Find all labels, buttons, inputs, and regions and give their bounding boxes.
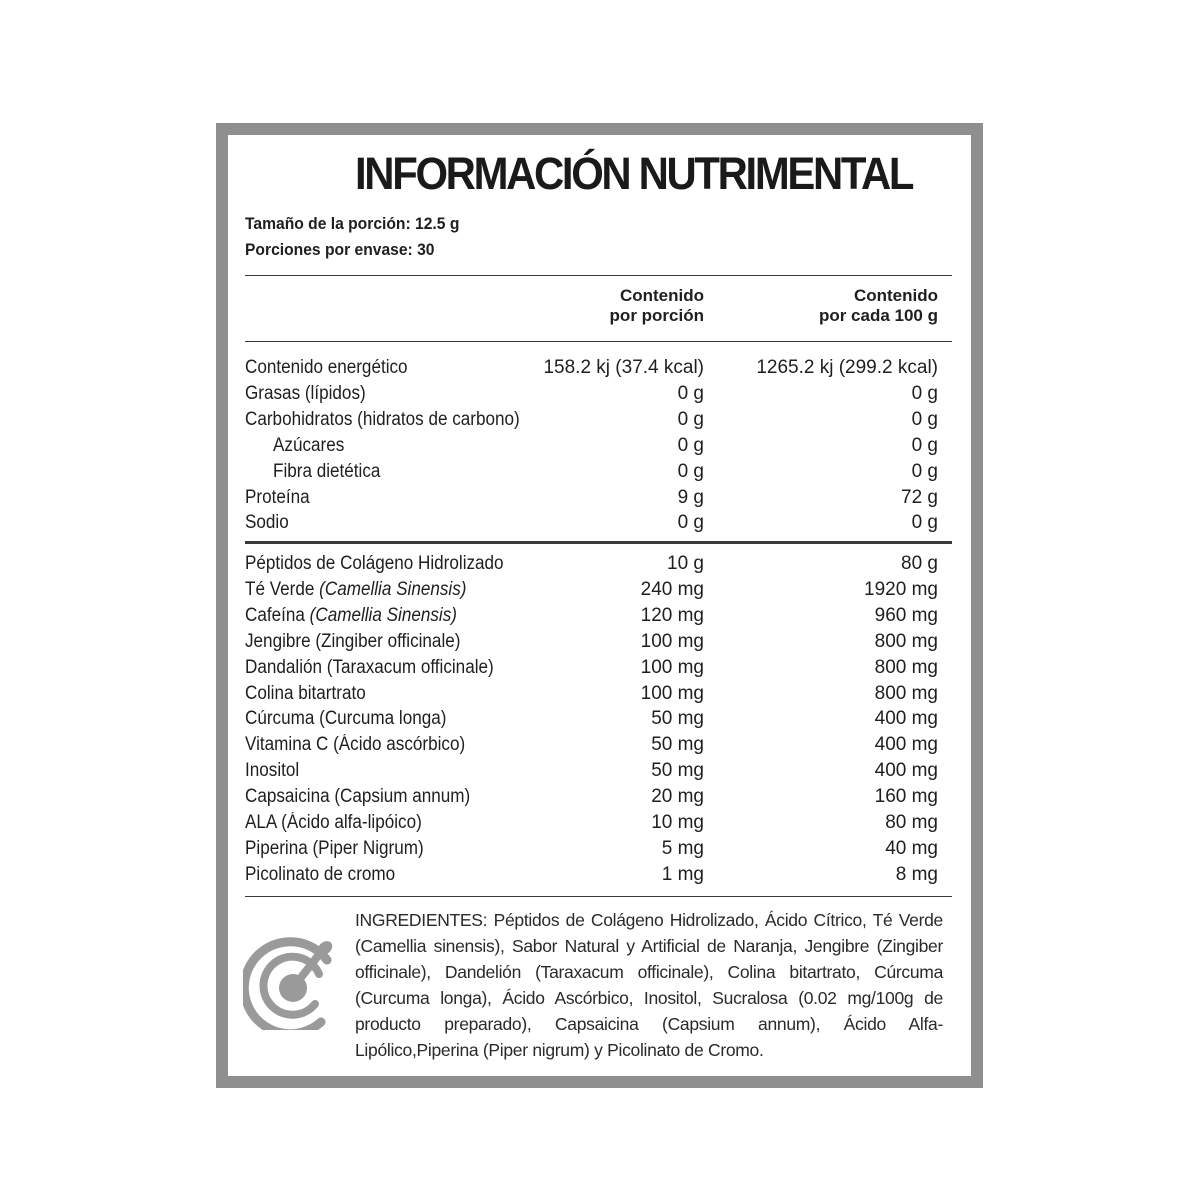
row-label-text: Piperina (Piper Nigrum)	[245, 837, 424, 859]
value-per-serving: 0 g	[677, 460, 704, 482]
row-label-text: Contenido energético	[245, 357, 408, 378]
table-row	[245, 459, 952, 485]
row-label-text: Té Verde	[245, 578, 320, 600]
value-per-100g: 0 g	[911, 382, 938, 404]
value-per-100g: 160 mg	[874, 786, 938, 808]
value-per-100g: 800 mg	[874, 656, 938, 678]
row-label-botanical: (Camellia Sinensis)	[309, 604, 457, 626]
column-header-line: Contenido	[853, 286, 938, 305]
value-per-serving: 100 mg	[640, 682, 704, 704]
row-label-text: Inositol	[245, 760, 300, 782]
row-label	[245, 706, 446, 732]
value-per-100g: 0 g	[911, 460, 938, 482]
table-row	[245, 577, 952, 603]
row-label-text: Carbohidratos (hidratos de carbono)	[245, 408, 520, 430]
row-label	[245, 510, 289, 536]
row-label-text: Cafeína	[245, 604, 310, 626]
table-row	[245, 381, 952, 407]
value-per-serving: 240 mg	[640, 578, 704, 600]
value-per-serving: 0 g	[677, 434, 704, 456]
row-label	[273, 433, 344, 459]
table-row	[245, 862, 952, 888]
row-label	[245, 629, 460, 655]
table-row	[245, 551, 952, 577]
row-label-text: Vitamina C (Ácido ascórbico)	[245, 734, 466, 756]
value-per-100g: 8 mg	[895, 863, 938, 885]
column-header-line: por cada 100 g	[818, 306, 938, 325]
row-label-text: Azúcares	[273, 434, 345, 456]
value-per-100g: 400 mg	[874, 708, 938, 730]
value-per-serving: 10 mg	[651, 812, 704, 833]
row-label	[245, 603, 457, 629]
header-divider	[245, 275, 952, 276]
column-header-divider	[245, 341, 952, 342]
value-per-100g: 1920 mg	[864, 578, 938, 600]
table-row	[245, 603, 952, 629]
table-row	[245, 355, 952, 381]
row-label	[273, 459, 380, 485]
row-label	[245, 407, 520, 433]
row-label	[245, 732, 465, 758]
row-label	[245, 862, 395, 888]
value-per-serving: 10 g	[667, 553, 704, 574]
row-label-text: Grasas (lípidos)	[245, 382, 366, 404]
row-label	[245, 551, 504, 577]
row-label	[245, 485, 310, 511]
row-label	[245, 681, 366, 707]
value-per-100g: 0 g	[911, 434, 938, 456]
value-per-100g: 960 mg	[874, 604, 938, 626]
column-header-line: Contenido	[619, 286, 704, 305]
value-per-100g: 800 mg	[874, 630, 938, 652]
column-header-per-serving	[610, 286, 704, 326]
row-label-text: Colina bitartrato	[245, 682, 366, 704]
table-row	[245, 706, 952, 732]
value-per-serving: 50 mg	[651, 760, 704, 782]
row-label	[245, 655, 494, 681]
value-per-100g: 0 g	[911, 512, 938, 534]
table-row	[245, 407, 952, 433]
row-label	[245, 758, 299, 784]
value-per-serving: 0 g	[677, 408, 704, 430]
value-per-100g: 72 g	[901, 486, 938, 508]
row-label-text: Jengibre (Zingiber officinale)	[245, 630, 461, 652]
value-per-100g: 40 mg	[885, 837, 938, 859]
table-row	[245, 758, 952, 784]
value-per-100g: 800 mg	[874, 682, 938, 704]
row-label	[245, 355, 408, 381]
value-per-serving: 5 mg	[661, 837, 704, 859]
label-title: INFORMACIÓN NUTRIMENTAL	[355, 148, 913, 199]
value-per-100g: 400 mg	[874, 760, 938, 782]
table-row	[245, 510, 952, 536]
row-label	[245, 577, 466, 603]
table-row	[245, 810, 952, 836]
row-label-text: ALA (Ácido alfa-lipóico)	[245, 812, 422, 833]
row-label-text: Cúrcuma (Curcuma longa)	[245, 708, 447, 730]
servings-per-container: Porciones por envase: 30	[245, 240, 435, 259]
row-label-text: Dandalión (Taraxacum officinale)	[245, 656, 494, 678]
table-row	[245, 433, 952, 459]
value-per-serving: 20 mg	[651, 786, 704, 808]
value-per-serving: 0 g	[677, 382, 704, 404]
value-per-serving: 120 mg	[640, 604, 704, 626]
value-per-serving: 100 mg	[640, 630, 704, 652]
value-per-100g: 400 mg	[874, 734, 938, 756]
row-label-text: Sodio	[245, 512, 289, 534]
ingredients-text: INGREDIENTES: Péptidos de Colágeno Hidrolizado, Ácido Cítrico, Té Verde (Camellia sinensis), Sabor Natural y Artificial de Naranja, Jengibre (Zingiber officinale), Dandelión (Taraxacum officinale), Colina bitartrato, Cúrcuma (Curcuma longa), Ácido Ascórbico, Inositol, Sucralosa (0.02 mg/100g de producto preparado), Capsaicina (Capsium annum), Ácido Alfa-Lipólico,Piperina (Piper nigrum) y Picolinato de Cromo.	[355, 910, 943, 1060]
table-row	[245, 732, 952, 758]
row-label-text: Péptidos de Colágeno Hidrolizado	[245, 553, 504, 574]
value-per-serving: 158.2 kj (37.4 kcal)	[543, 357, 704, 378]
value-per-serving: 9 g	[677, 486, 704, 508]
scoop-target-icon	[243, 930, 343, 1030]
column-header-line: por porción	[609, 306, 704, 325]
value-per-serving: 50 mg	[651, 734, 704, 756]
table-row	[245, 784, 952, 810]
value-per-100g: 80 g	[901, 553, 938, 574]
value-per-serving: 1 mg	[661, 863, 704, 885]
row-label-text: Picolinato de cromo	[245, 863, 396, 885]
table-row	[245, 836, 952, 862]
table-row	[245, 655, 952, 681]
row-label-text: Capsaicina (Capsium annum)	[245, 786, 471, 808]
table-row	[245, 681, 952, 707]
value-per-serving: 100 mg	[640, 656, 704, 678]
table-row	[245, 485, 952, 511]
value-per-100g: 1265.2 kj (299.2 kcal)	[756, 357, 938, 378]
row-label-text: Proteína	[245, 486, 310, 508]
row-label-botanical: (Camellia Sinensis)	[319, 578, 467, 600]
value-per-100g: 0 g	[911, 408, 938, 430]
column-header-per-100g	[819, 286, 938, 326]
row-label-text: Fibra dietética	[273, 460, 381, 482]
value-per-serving: 50 mg	[651, 708, 704, 730]
row-label	[245, 810, 422, 836]
ingredients-divider	[245, 896, 952, 897]
value-per-serving: 0 g	[677, 512, 704, 534]
serving-size: Tamaño de la porción: 12.5 g	[245, 214, 460, 233]
row-label	[245, 836, 424, 862]
value-per-100g: 80 mg	[885, 812, 938, 833]
table-row	[245, 629, 952, 655]
row-label	[245, 381, 366, 407]
row-label	[245, 784, 470, 810]
section-divider	[245, 541, 952, 544]
